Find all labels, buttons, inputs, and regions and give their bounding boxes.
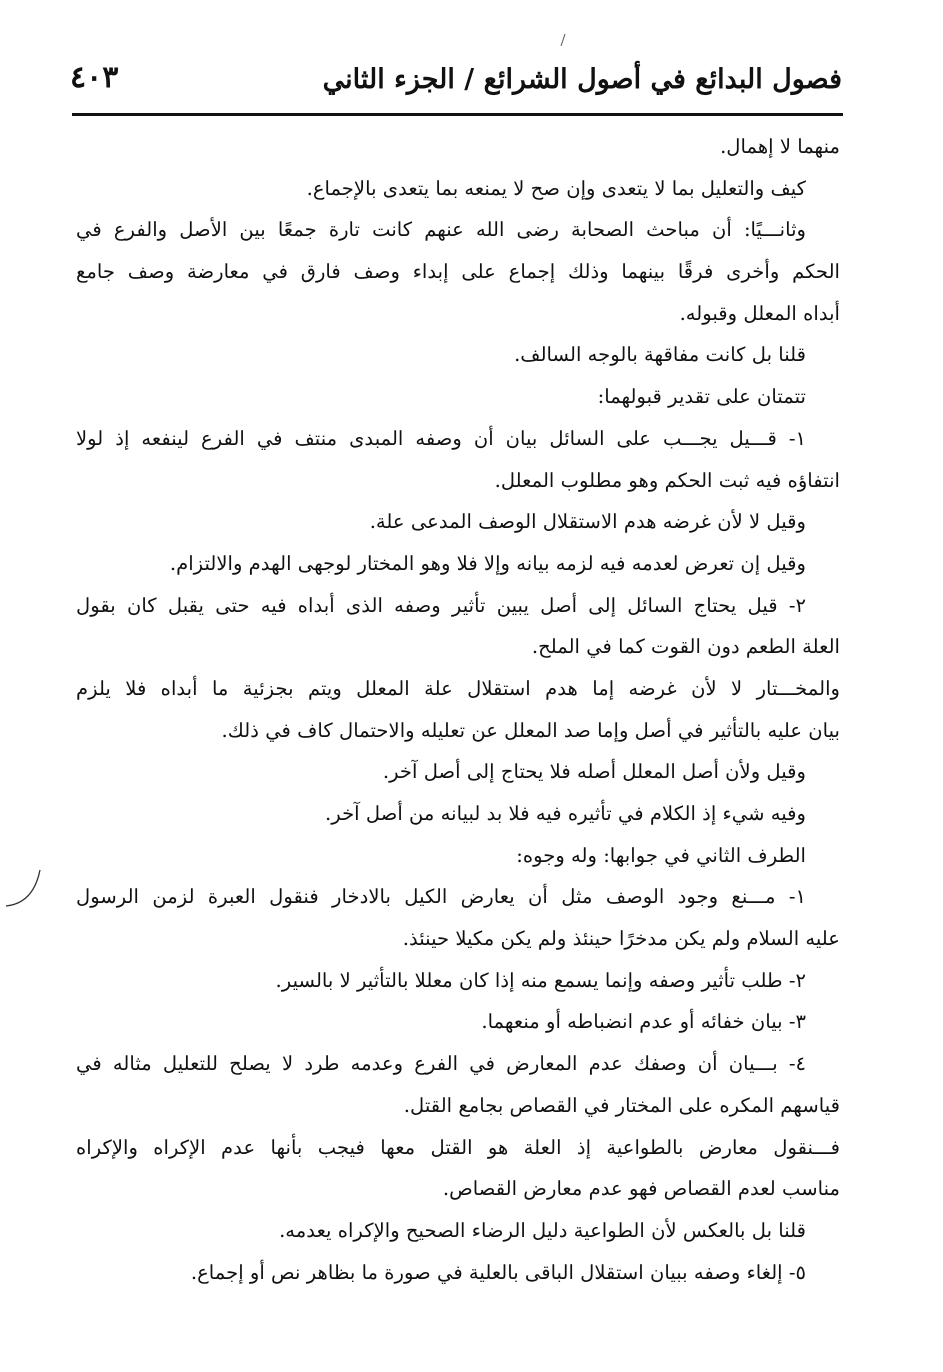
text-line: ٥- إلغاء وصفه ببيان استقلال الباقى بالعلية في صورة ما بظاهر نص أو إجماع. — [190, 1260, 806, 1284]
book-title: فصول البدائع في أصول الشرائع / الجزء الثاني — [322, 64, 842, 95]
text-line: ٢- طلب تأثير وصفه وإنما يسمع منه إذا كان معللا بالتأثير لا بالسير. — [275, 968, 806, 992]
header-divider — [72, 113, 843, 116]
text-line: وفيه شيء إذ الكلام في تأثيره فيه فلا بد لبيانه من أصل آخر. — [325, 802, 806, 825]
text-line: وقيل ولأن أصل المعلل أصله فلا يحتاج إلى أصل آخر. — [382, 760, 806, 784]
text-line: عليه السلام ولم يكن مدخرًا حينئذ ولم يكن مكيلا حينئذ. — [402, 927, 840, 951]
text-line: ٢- قيل يحتاج السائل إلى أصل يبين تأثير وصفه الذى أبداه فيه حتى يقبل كان بقول — [76, 593, 806, 617]
text-line: ٤- بـــيان أن وصفك عدم المعارض في الفرع وعدمه طرد لا يصلح للتعليل مثاله في — [76, 1052, 806, 1076]
text-line: ٣- بيان خفائه أو عدم انضباطه أو منعهما. — [481, 1010, 806, 1034]
text-line: قياسهم المكره على المختار في القصاص بجامع القتل. — [403, 1093, 840, 1117]
text-line: قلنا بل كانت مفاقهة بالوجه السالف. — [514, 343, 806, 367]
text-line: انتفاؤه فيه ثبت الحكم وهو مطلوب المعلل. — [494, 468, 840, 492]
text-line: فـــنقول معارض بالطواعية إذ العلة هو القتل معها فيجب بأنها عدم الإكراه والإكراه — [76, 1135, 840, 1159]
margin-bracket-icon — [0, 868, 46, 914]
page-number: ٤٠٣ — [70, 60, 119, 95]
text-line: والمخـــتار لا لأن غرضه إما هدم استقلال علة المعلل ويتم بجزئية ما أبداه فلا يلزم — [76, 676, 840, 700]
text-line: الحكم وأخرى فرقًا بينهما وذلك إجماع على إبداء وصف فارق في معارضة وصف جامع — [76, 260, 840, 284]
text-line: قلنا بل بالعكس لأن الطواعية دليل الرضاء الصحيح والإكراه يعدمه. — [279, 1218, 806, 1242]
text-line: وقيل إن تعرض لعدمه فيه لزمه بيانه وإلا فلا وهو المختار لوجهى الهدم والالتزام. — [169, 551, 806, 575]
page-header — [70, 58, 842, 110]
text-line: العلة الطعم دون القوت كما في الملح. — [531, 635, 840, 659]
body-text — [76, 126, 840, 1293]
text-line: تتمتان على تقدير قبولهما: — [597, 385, 806, 409]
text-line: وقيل لا لأن غرضه هدم الاستقلال الوصف المدعى علة. — [369, 510, 806, 534]
text-line: ١- قـــيل يجـــب على السائل بيان أن وصفه المبدى منتف في الفرع لينفعه إذ لولا — [76, 426, 806, 450]
text-line: أبداه المعلل وقبوله. — [679, 301, 840, 325]
text-line: بيان عليه بالتأثير في أصل وإما صد المعلل عن تعليله والاحتمال كاف في ذلك. — [221, 718, 840, 742]
text-line: مناسب لعدم القصاص فهو عدم معارض القصاص. — [442, 1177, 840, 1201]
text-line: منهما لا إهمال. — [720, 135, 840, 158]
text-line: كيف والتعليل بما لا يتعدى وإن صح لا يمنعه بما يتعدى بالإجماع. — [306, 176, 806, 200]
text-line: ١- مـــنع وجود الوصف مثل أن يعارض الكيل بالادخار فنقول العبرة لزمن الرسول — [76, 885, 806, 909]
text-line: الطرف الثاني في جوابها: وله وجوه: — [516, 843, 806, 867]
stray-mark-icon — [560, 34, 566, 46]
text-line: وثانـــيًا: أن مباحث الصحابة رضى الله عنهم كانت تارة جمعًا بين الأصل والفرع في — [76, 218, 806, 242]
